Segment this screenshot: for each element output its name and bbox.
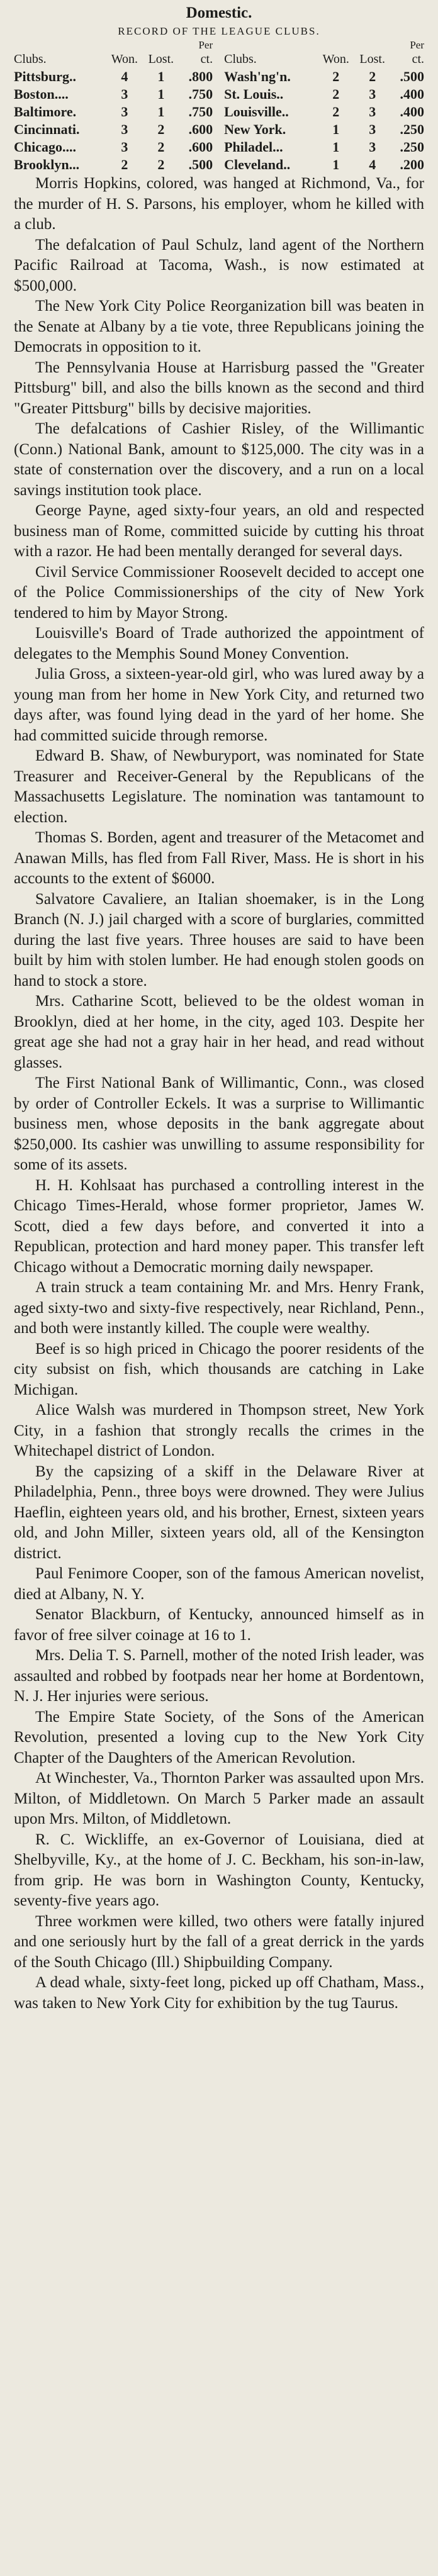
win-percentage: .500 — [188, 157, 213, 172]
standings-row — [14, 86, 424, 103]
games-won: 3 — [121, 139, 128, 155]
column-header: Clubs. — [14, 52, 47, 66]
games-lost: 3 — [369, 86, 376, 102]
win-percentage: .800 — [188, 69, 213, 84]
games-lost: 2 — [157, 121, 165, 137]
news-item: A train struck a team containing Mr. and Mrs. Henry Frank, aged sixty-two and sixty-five respectively, near Richland, Penn., and both were instantly killed. The couple were wealthy. — [14, 1279, 424, 1337]
news-item: Paul Fenimore Cooper, son of the famous American novelist, died at Albany, N. Y. — [14, 1565, 424, 1603]
standings-per-row — [14, 40, 424, 50]
news-item: Senator Blackburn, of Kentucky, announced himself as in favor of free silver coinage at 16 to 1. — [14, 1606, 424, 1644]
news-items — [14, 174, 424, 2014]
per-label: Per — [410, 39, 424, 51]
games-won: 1 — [332, 157, 340, 172]
standings-row — [14, 103, 424, 121]
news-item: The New York City Police Reorganization bill was beaten in the Senate at Albany by a tie vote, three Republicans joining the Democrats in opposition to it. — [14, 298, 424, 355]
club-name: St. Louis.. — [224, 86, 284, 102]
club-name: Pittsburg.. — [14, 69, 76, 84]
win-percentage: .750 — [188, 104, 213, 120]
column-gap — [213, 68, 224, 86]
standings-row — [14, 121, 424, 138]
games-won: 4 — [121, 69, 128, 84]
games-lost: 3 — [369, 139, 376, 155]
games-lost: 1 — [157, 86, 165, 102]
standings-row — [14, 68, 424, 86]
games-lost: 4 — [369, 157, 376, 172]
section-title: Domestic. — [186, 4, 252, 21]
news-item: The First National Bank of Willimantic, Conn., was closed by order of Controller Eckels. It was a surprise to Willimantic business men, whose deposits in the bank aggregate about $250,000. Its cashier was unwilling to assume responsibility for some of its assets. — [14, 1074, 424, 1173]
column-gap — [213, 86, 224, 103]
games-won: 3 — [121, 86, 128, 102]
games-lost: 2 — [157, 157, 165, 172]
club-name: Wash'ng'n. — [224, 69, 291, 84]
club-name: Chicago.... — [14, 139, 76, 155]
empty-cell — [213, 40, 224, 50]
win-percentage: .750 — [188, 86, 213, 102]
news-item: H. H. Kohlsaat has purchased a controlling interest in the Chicago Times-Herald, whose former proprietor, James W. Scott, died a few days before, and converted it into a Republican, protection and hard money paper. This transfer left Chicago without a Democratic morning daily newspaper. — [14, 1176, 424, 1276]
news-item: Louisville's Board of Trade authorized the appointment of delegates to the Memphis Sound Money Convention. — [14, 625, 424, 662]
games-won: 3 — [121, 104, 128, 120]
news-item: Salvatore Cavaliere, an Italian shoemaker, is in the Long Branch (N. J.) jail charged with a score of burglaries, committed during the last five years. Three houses are said to have been built by him with stolen lumber. He had enough stolen goods on hand to stock a store. — [14, 890, 424, 990]
club-name: Baltimore. — [14, 104, 77, 120]
news-item: Beef is so high priced in Chicago the poorer residents of the city subsist on fish, which thousands are catching in Lake Michigan. — [14, 1340, 424, 1398]
column-gap — [213, 50, 224, 68]
games-won: 1 — [332, 121, 340, 137]
news-item: The defalcation of Paul Schulz, land agent of the Northern Pacific Railroad at Tacoma, Wash., is now estimated at $500,000. — [14, 236, 424, 294]
games-won: 2 — [121, 157, 128, 172]
empty-cell — [14, 40, 106, 50]
news-item: Edward B. Shaw, of Newburyport, was nominated for State Treasurer and Receiver-General by the Republicans of the Massachusetts Legislature. The nomination was tantamount to election. — [14, 747, 424, 826]
column-header: Won. — [111, 52, 138, 66]
league-standings-table — [14, 40, 424, 174]
column-header: Lost. — [148, 52, 174, 66]
column-gap — [213, 138, 224, 156]
games-won: 2 — [332, 104, 340, 120]
games-lost: 2 — [369, 69, 376, 84]
games-won: 2 — [332, 69, 340, 84]
win-percentage: .500 — [400, 69, 424, 84]
standings-row — [14, 138, 424, 156]
games-lost: 1 — [157, 69, 165, 84]
news-item: Julia Gross, a sixteen-year-old girl, who was lured away by a young man from her home in New York City, and returned two days after, was found lying dead in the yard of her home. She had committed suicide through remorse. — [14, 666, 424, 744]
per-label: Per — [198, 39, 213, 51]
news-item: The Empire State Society, of the Sons of the American Revolution, presented a loving cup to the New York City Chapter of the Daughters of the American Revolution. — [14, 1708, 424, 1766]
games-won: 2 — [332, 86, 340, 102]
games-lost: 2 — [157, 139, 165, 155]
games-lost: 3 — [369, 104, 376, 120]
column-gap — [213, 103, 224, 121]
column-header: Lost. — [359, 52, 385, 66]
news-item: Thomas S. Borden, agent and treasurer of the Metacomet and Anawan Mills, has fled from Fall River, Mass. He is short in his accounts to the extent of $6000. — [14, 829, 424, 887]
empty-cell — [106, 40, 143, 50]
empty-cell — [224, 40, 317, 50]
games-won: 3 — [121, 121, 128, 137]
column-gap — [213, 156, 224, 174]
win-percentage: .400 — [400, 86, 424, 102]
games-lost: 3 — [369, 121, 376, 137]
news-item: Alice Walsh was murdered in Thompson street, New York City, in a fashion that strongly recalls the crimes in the Whitechapel district of London. — [14, 1402, 424, 1459]
standings-row — [14, 156, 424, 174]
games-lost: 1 — [157, 104, 165, 120]
news-item: Mrs. Catharine Scott, believed to be the oldest woman in Brooklyn, died at her home, in the city, aged 103. Despite her great age she had not a gray hair in her head, and read without glasses. — [14, 993, 424, 1071]
news-item: George Payne, aged sixty-four years, an old and respected business man of Rome, committed suicide by cutting his throat with a razor. He had been mentally deranged for several days. — [14, 502, 424, 560]
win-percentage: .600 — [188, 139, 213, 155]
news-item: R. C. Wickliffe, an ex-Governor of Louisiana, died at Shelbyville, Ky., at the home of J. C. Beckham, his son-in-law, from grip. He was born in Washington County, Kentucky, seventy-five years ago. — [14, 1831, 424, 1909]
column-gap — [213, 121, 224, 138]
games-won: 1 — [332, 139, 340, 155]
news-item: By the capsizing of a skiff in the Delaware River at Philadelphia, Penn., three boys were drowned. They were Julius Haeflin, eighteen years old, and his brother, Ernest, sixteen years old, and John Miller, sixteen years old, all of the Kensington district. — [14, 1463, 424, 1562]
news-item: The defalcations of Cashier Risley, of the Willimantic (Conn.) National Bank, amount to $125,000. The city was in a state of consternation over the discovery, and a run on a local savings institution took place. — [14, 420, 424, 499]
club-name: Louisville.. — [224, 104, 289, 120]
empty-cell — [354, 40, 390, 50]
win-percentage: .600 — [188, 121, 213, 137]
win-percentage: .400 — [400, 104, 424, 120]
standings-header-row — [14, 50, 424, 68]
empty-cell — [143, 40, 179, 50]
club-name: Cleveland.. — [224, 157, 291, 172]
club-name: Cincinnati. — [14, 121, 80, 137]
news-item: A dead whale, sixty-feet long, picked up off Chatham, Mass., was taken to New York City for exhibition by the tug Taurus. — [14, 1974, 424, 2012]
column-header: Clubs. — [224, 52, 257, 66]
standings-title: RECORD OF THE LEAGUE CLUBS. — [118, 25, 320, 37]
news-item: At Winchester, Va., Thornton Parker was assaulted upon Mrs. Milton, of Middletown. On March 5 Parker made an assault upon Mrs. Milton, of Middletown. — [14, 1770, 424, 1827]
club-name: New York. — [224, 121, 286, 137]
club-name: Boston.... — [14, 86, 69, 102]
win-percentage: .250 — [400, 139, 424, 155]
club-name: Brooklyn... — [14, 157, 80, 172]
column-header: ct. — [200, 52, 213, 66]
win-percentage: .250 — [400, 121, 424, 137]
news-item: Mrs. Delia T. S. Parnell, mother of the noted Irish leader, was assaulted and robbed by footpads near her home at Bordentown, N. J. Her injuries were serious. — [14, 1647, 424, 1705]
news-item: Three workmen were killed, two others were fatally injured and one seriously hurt by the fall of a great derrick in the yards of the South Chicago (Ill.) Shipbuilding Company. — [14, 1912, 424, 1971]
column-header: ct. — [412, 52, 424, 66]
club-name: Philadel... — [224, 139, 283, 155]
news-item: The Pennsylvania House at Harrisburg passed the "Greater Pittsburg" bill, and also the bills known as the second and third "Greater Pittsburg" bills by decisive majorities. — [14, 359, 424, 417]
news-item: Morris Hopkins, colored, was hanged at Richmond, Va., for the murder of H. S. Parsons, his employer, whom he killed with a club. — [14, 175, 424, 233]
column-header: Won. — [322, 52, 349, 66]
win-percentage: .200 — [400, 157, 424, 172]
news-item: Civil Service Commissioner Roosevelt decided to accept one of the Police Commissionerships of the city of New York tendered to him by Mayor Strong. — [14, 563, 424, 622]
empty-cell — [317, 40, 354, 50]
